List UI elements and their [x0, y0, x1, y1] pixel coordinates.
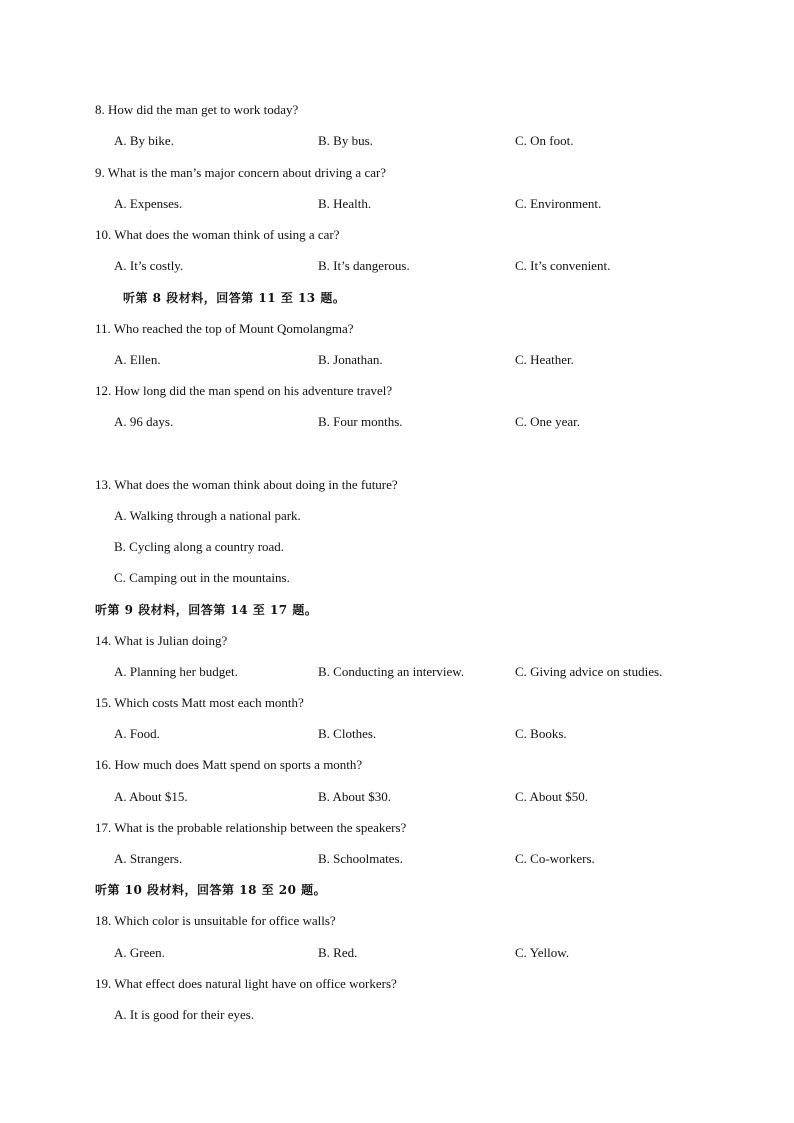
- question-13: 13. What does the woman think about doing in the future?: [95, 477, 398, 492]
- option-a: A. Expenses.: [114, 196, 183, 211]
- option-a: A. 96 days.: [114, 414, 174, 429]
- option-b: B. Clothes.: [318, 726, 377, 741]
- option-a: A. Walking through a national park.: [114, 508, 301, 523]
- option-c: C. Co-workers.: [515, 851, 595, 866]
- option-b: B. Jonathan.: [318, 352, 383, 367]
- option-c: C. Environment.: [515, 196, 602, 211]
- question-14: 14. What is Julian doing?: [95, 633, 228, 648]
- section-heading-9: 听第 9 段材料，回答第 14 至 17 题。: [95, 603, 318, 617]
- question-19: 19. What effect does natural light have on office workers?: [95, 976, 397, 991]
- option-b: B. Conducting an interview.: [318, 664, 465, 679]
- question-9: 9. What is the man’s major concern about driving a car?: [95, 165, 387, 180]
- option-c: C. Camping out in the mountains.: [114, 570, 290, 585]
- option-b: B. By bus.: [318, 133, 373, 148]
- option-c: C. On foot.: [515, 133, 574, 148]
- option-a: A. Ellen.: [114, 352, 161, 367]
- question-17: 17. What is the probable relationship between the speakers?: [95, 820, 407, 835]
- option-b: B. Cycling along a country road.: [114, 539, 285, 554]
- option-c: C. About $50.: [515, 789, 588, 804]
- option-b: B. Four months.: [318, 414, 403, 429]
- question-11: 11. Who reached the top of Mount Qomolangma?: [95, 321, 354, 336]
- option-b: B. It’s dangerous.: [318, 258, 410, 273]
- option-a: A. It is good for their eyes.: [114, 1007, 255, 1022]
- option-c: C. Giving advice on studies.: [515, 664, 663, 679]
- option-a: A. Strangers.: [114, 851, 183, 866]
- option-c: C. One year.: [515, 414, 580, 429]
- option-b: B. Schoolmates.: [318, 851, 403, 866]
- option-a: A. It’s costly.: [114, 258, 184, 273]
- option-c: C. Yellow.: [515, 945, 570, 960]
- question-16: 16. How much does Matt spend on sports a month?: [95, 757, 363, 772]
- question-15: 15. Which costs Matt most each month?: [95, 695, 304, 710]
- question-12: 12. How long did the man spend on his adventure travel?: [95, 383, 393, 398]
- option-c: C. It’s convenient.: [515, 258, 611, 273]
- option-b: B. Health.: [318, 196, 372, 211]
- option-a: A. By bike.: [114, 133, 174, 148]
- option-a: A. Green.: [114, 945, 165, 960]
- question-8: 8. How did the man get to work today?: [95, 102, 299, 117]
- option-c: C. Books.: [515, 726, 567, 741]
- option-c: C. Heather.: [515, 352, 574, 367]
- option-a: A. Planning her budget.: [114, 664, 238, 679]
- question-10: 10. What does the woman think of using a car?: [95, 227, 340, 242]
- option-a: A. Food.: [114, 726, 160, 741]
- option-b: B. About $30.: [318, 789, 391, 804]
- question-18: 18. Which color is unsuitable for office walls?: [95, 913, 336, 928]
- section-heading-10: 听第 10 段材料，回答第 18 至 20 题。: [95, 883, 327, 897]
- option-a: A. About $15.: [114, 789, 188, 804]
- section-heading-8: 听第 8 段材料，回答第 11 至 13 题。: [123, 291, 346, 305]
- option-b: B. Red.: [318, 945, 358, 960]
